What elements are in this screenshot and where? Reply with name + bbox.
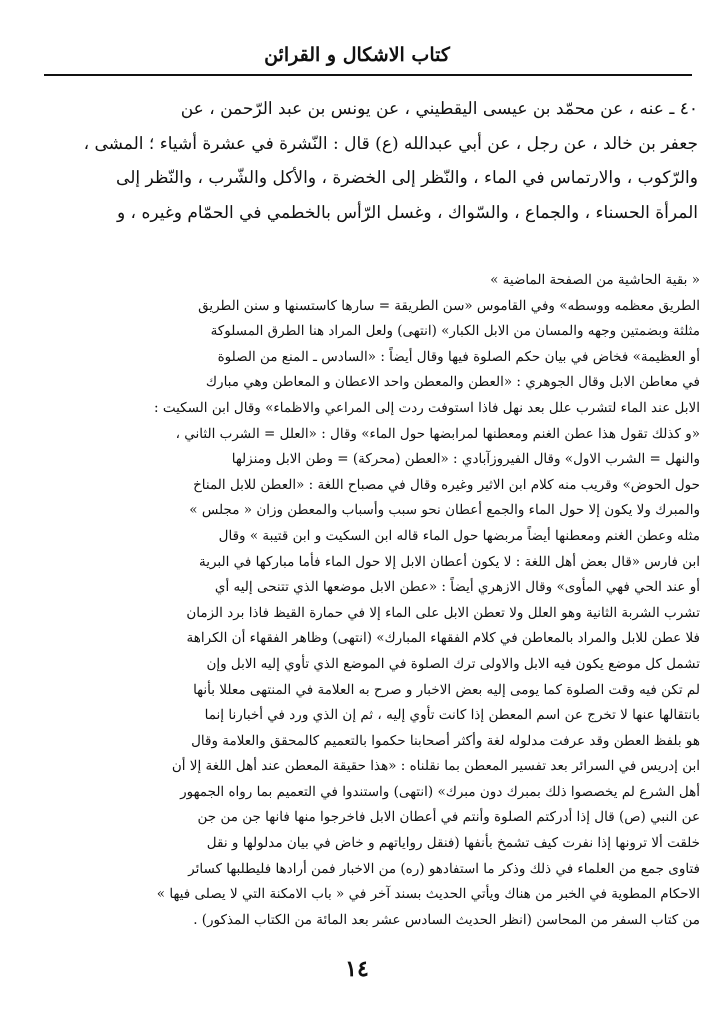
footnote-line: عن النبي (ص) قال إذا أدركتم الصلوة وأنتم في أعطان الابل فاخرجوا منها فانها جن من جن: [197, 809, 700, 826]
footnote-line: تشمل كل موضع يكون فيه الابل والاولى ترك الصلوة في الموضع الذي تأوي إليه الابل وإن: [206, 655, 700, 672]
footnote-line: الابل عند الماء لتشرب علل بعد نهل فاذا استوفت ردت إلى المراعي والاظماء» وقال ابن السكيت :: [154, 399, 700, 416]
header-divider: [44, 74, 692, 76]
footnotes: [36, 268, 700, 933]
page-number: ١٤: [345, 956, 369, 982]
footnote-line: ابن فارس «قال بعض أهل اللغة : لا يكون أعطان الابل إلا حول الماء فأما مباركها في البرية: [198, 553, 700, 570]
footnote-line: أهل الشرع لم يخصصوا ذلك بمبرك دون مبرك» (انتهى) واستندوا في التعميم بما رواه الجمهور: [180, 783, 700, 800]
footnote-line: مثلثة وبضمتين وجهه والمسان من الابل الكبار» (انتهى) ولعل المراد هنا الطرق المسلوكة: [210, 323, 700, 340]
footnote-line: أو العظيمة» فخاض في بيان حكم الصلوة فيها وقال أيضاً : «السادس ـ المنع من الصلوة: [217, 348, 700, 365]
footnote-line: «و كذلك تقول هذا عطن الغنم ومعطنها لمرابضها حول الماء» وقال : «العلل = الشرب الثاني ،: [175, 425, 700, 442]
main-text-line: ٤٠ ـ عنه ، عن محمّد بن عيسى اليقطيني ، عن يونس بن عبد الرّحمن ، عن: [180, 99, 698, 119]
footnote-heading: « بقية الحاشية من الصفحة الماضية »: [490, 272, 700, 288]
footnote-line: حول الحوض» وقريب منه كلام ابن الاثير وغيره وقال في مصباح اللغة : «العطن للابل المناخ: [193, 476, 700, 493]
footnote-line: في معاطن الابل وقال الجوهري : «العطن والمعطن واحد الاعطان و المعاطن وهي مبارك: [205, 374, 700, 391]
main-text-line: والرّكوب ، والارتماس في الماء ، والنّظر إلى الخضرة ، والأكل والشّرب ، والنّظر إلى: [116, 168, 698, 188]
footnote-line: والمبرك ولا يكون إلا حول الماء والجمع أعطان نحو سبب وأسباب والمعطن وزان « مجلس »: [189, 502, 700, 519]
footnote-line: فلا عطن للابل والمراد بالمعاطن في كلام الفقهاء المبارك» (انتهى) وظاهر الفقهاء أن الكراهة: [186, 630, 700, 647]
footnote-line: بانتقالها عنها لا تخرج عن اسم المعطن إذا كانت تأوي إليه ، ثم إن الذي ورد في أخبارنا إنما: [204, 707, 700, 724]
footnote-line: أو عند الحي فهي المأوى» وقال الازهري أيضاً : «عطن الابل موضعها الذي تتنحى إليه أي: [214, 579, 700, 596]
footnote-line: الاحكام المطوية في الخبر من هناك ويأتي الحديث بسند آخر في « باب الامكنة التي لا يصلى فيها »: [156, 886, 700, 903]
footnote-line: خلقت ألا ترونها إذا نفرت كيف تشمخ بأنفها (فنقل رواياتهم و خاض في بيان مدلولها و نقل: [206, 835, 700, 852]
main-text: [38, 92, 698, 230]
footnote-line: الطريق معظمه ووسطه» وفي القاموس «سن الطريقة = سارها كاستسنها و سنن الطريق: [198, 297, 700, 314]
footnote-line: ابن إدريس في السرائر بعد تفسير المعطن بما نقلناه : «هذا حقيقة المعطن عند أهل اللغة إلا أن: [171, 758, 700, 775]
footnote-line: فتاوى جمع من العلماء في ذلك وذكر ما استفادهو (ره) من الاخبار فمن أرادها فليطلبها كسائر: [188, 860, 700, 877]
main-text-line: جعفر بن خالد ، عن رجل ، عن أبي عبدالله (ع) قال : النّشرة في عشرة أشياء ؛ المشى ،: [83, 133, 698, 154]
footnote-line: مثله وعطن الغنم ومعطنها أيضاً مربضها حول الماء قاله ابن السكيت و ابن قتيبة » وقال: [218, 527, 700, 544]
footnote-line: تشرب الشربة الثانية وهو العلل ولا تعطن الابل على الماء إلا في حمارة القيظ فاذا برد الزمان: [186, 604, 700, 621]
footnote-line: والنهل = الشرب الاول» وقال الفيروزآبادي : «العطن (محركة) = وطن الابل ومنزلها: [231, 451, 700, 468]
page-title: كتاب الاشكال و القرائن: [264, 44, 450, 66]
main-text-line: المرأة الحسناء ، والجماع ، والسّواك ، وغسل الرّأس بالخطمي في الحمّام وغيره ، و: [116, 202, 698, 223]
footnote-line: هو بلفظ العطن وقد عرفت مدلوله لغة وأكثر أصحابنا حكموا بالتعميم كالمحقق والعلامة وقال: [191, 732, 700, 749]
footnote-line: لم تكن فيه وقت الصلوة كما يومى إليه بعض الاخبار و صرح به العلامة في المنتهى معللا بأنها: [193, 681, 700, 698]
footnote-line: من كتاب السفر من المحاسن (انظر الحديث السادس عشر بعد المائة من الكتاب المذكور) .: [193, 911, 700, 928]
